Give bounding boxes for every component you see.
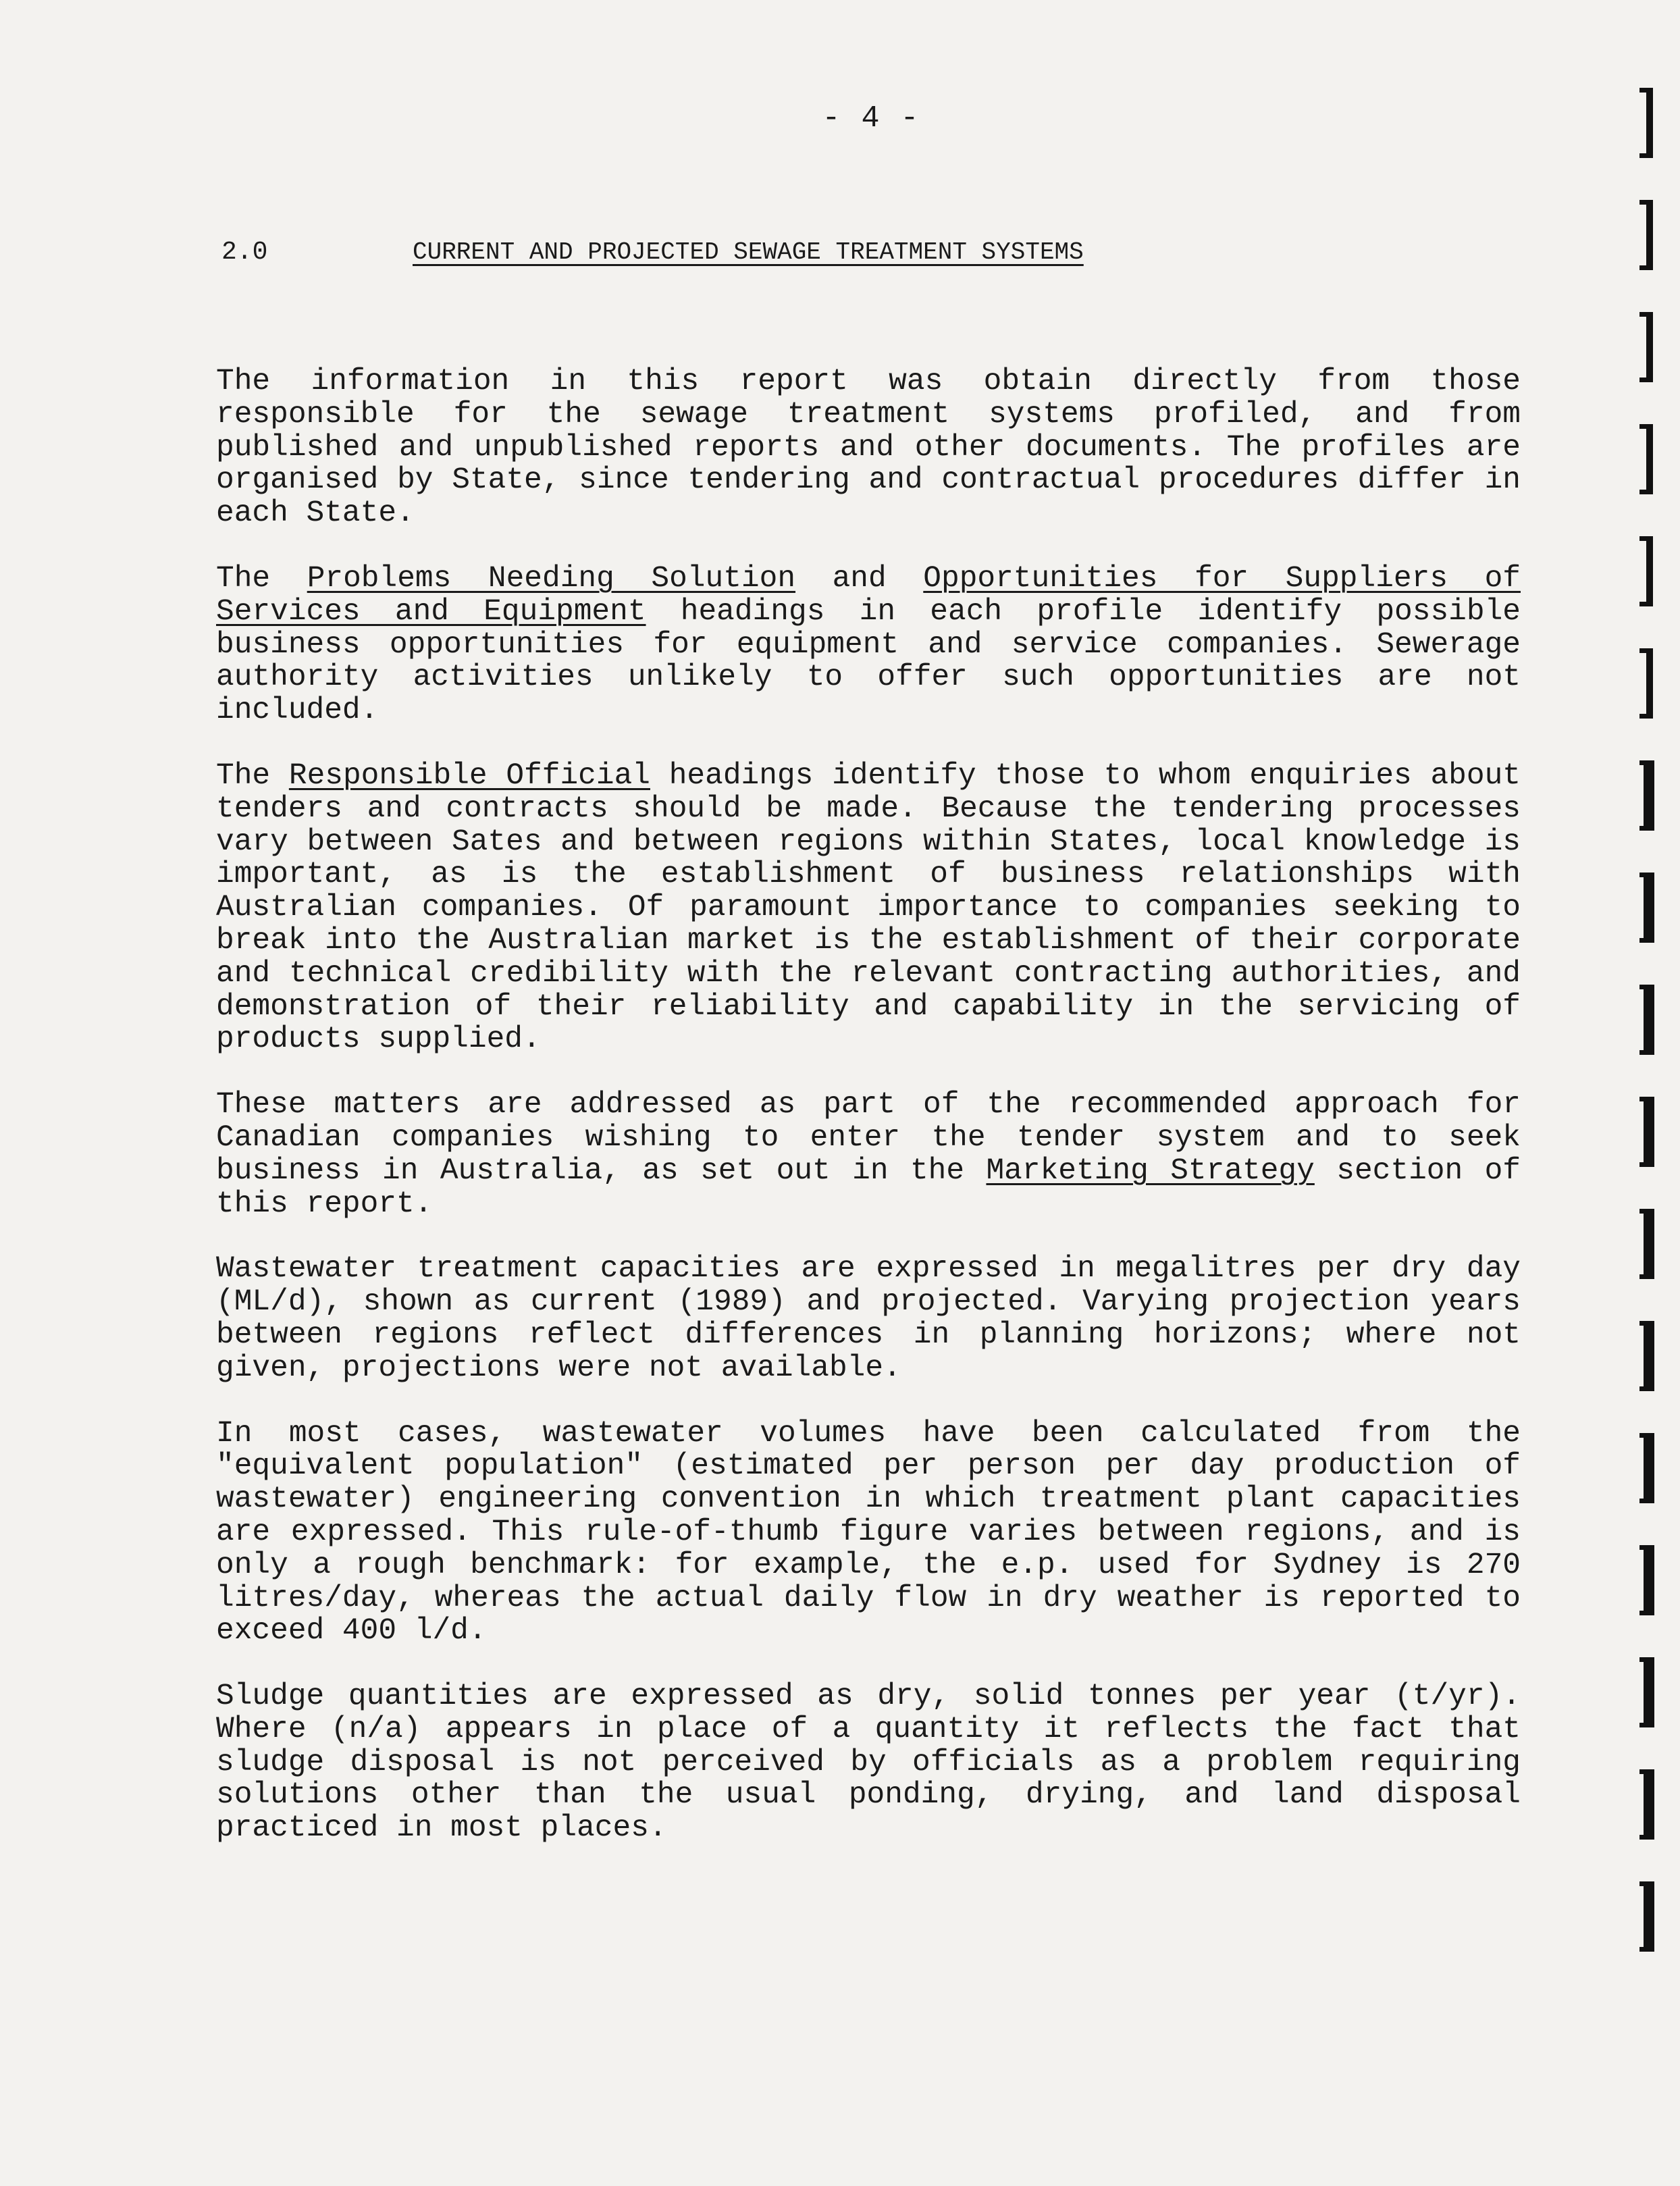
spiral-binding bbox=[1639, 88, 1666, 2127]
binding-ring bbox=[1639, 648, 1656, 719]
paragraph-equivalent-population: In most cases, wastewater volumes have been calculated from the "equivalent population" (estimated per person per day production of wastewater) engineering convention in which treatment plant capacities are expressed. This rule-of-thumb figure varies between regions, and is only a rough benchmark: for example, the e.p. used for Sydney is 270 litres/day, whereas the actual daily flow in dry weather is reported to exceed 400 l/d. bbox=[216, 1416, 1521, 1648]
paragraph-information-sources: The information in this report was obtain directly from those responsible for the sewage treatment systems profiled, and from published and unpublished reports and other documents. The profiles are organised by State, since tendering and contractual procedures differ in each State. bbox=[216, 365, 1521, 531]
binding-ring bbox=[1639, 536, 1656, 606]
paragraph-problems-opportunities bbox=[216, 563, 1521, 727]
binding-ring bbox=[1639, 1881, 1656, 1952]
section-title: CURRENT AND PROJECTED SEWAGE TREATMENT SYSTEMS bbox=[413, 238, 1084, 266]
paragraph-text: and bbox=[795, 561, 924, 596]
document-body bbox=[216, 365, 1521, 1877]
underlined-heading-marketing-strategy: Marketing Strategy bbox=[986, 1153, 1315, 1188]
binding-ring bbox=[1639, 1657, 1656, 1727]
binding-ring bbox=[1639, 1097, 1656, 1167]
paragraph-text: The bbox=[216, 758, 289, 793]
binding-ring bbox=[1639, 1321, 1656, 1391]
section-number: 2.0 bbox=[221, 238, 268, 267]
binding-ring bbox=[1639, 1433, 1656, 1503]
underlined-heading-opportunities: Opportunities for Suppliers of Services and Equipment bbox=[216, 561, 1521, 629]
binding-ring bbox=[1639, 1769, 1656, 1840]
underlined-heading-responsible-official: Responsible Official bbox=[288, 758, 650, 793]
paragraph-responsible-official bbox=[216, 760, 1521, 1056]
binding-ring bbox=[1639, 1209, 1656, 1279]
binding-ring bbox=[1639, 760, 1656, 831]
paragraph-text: section of this report. bbox=[216, 1153, 1521, 1221]
page-number: - 4 - bbox=[822, 101, 920, 136]
paragraph-marketing-approach bbox=[216, 1089, 1521, 1220]
paragraph-text: headings identify those to whom enquiries about tenders and contracts should be made. Because the tendering processes vary between Sates and between regions within States, local knowledge is important, as is the establishment of business relationships with Australian companies. Of paramount importance to companies seeking to break into the Australian market is the establishment of their corporate and technical credibility with the relevant contracting authorities, and demonstration of their reliability and capability in the servicing of products supplied. bbox=[216, 758, 1521, 1057]
binding-ring bbox=[1639, 873, 1656, 943]
section-heading bbox=[221, 238, 1342, 267]
binding-ring bbox=[1639, 88, 1656, 158]
paragraph-treatment-capacities: Wastewater treatment capacities are expressed in megalitres per dry day (ML/d), shown as current (1989) and projected. Varying projection years between regions reflect differences in planning horizons; where not given, projections were not available. bbox=[216, 1252, 1521, 1385]
underlined-heading-problems: Problems Needing Solution bbox=[307, 561, 796, 596]
binding-ring bbox=[1639, 1545, 1656, 1615]
binding-ring bbox=[1639, 312, 1656, 382]
binding-ring bbox=[1639, 424, 1656, 494]
paragraph-text: The bbox=[216, 561, 307, 596]
paragraph-text: These matters are addressed as part of the recommended approach for Canadian companies wishing to enter the tender system and to seek business in Australia, as set out in the bbox=[216, 1088, 1521, 1188]
paragraph-sludge-quantities: Sludge quantities are expressed as dry, solid tonnes per year (t/yr). Where (n/a) appears in place of a quantity it reflects the fact that sludge disposal is not perceived by officials as a problem requiring solutions other than the usual ponding, drying, and land disposal practiced in most places. bbox=[216, 1680, 1521, 1846]
paragraph-text: headings in each profile identify possible business opportunities for equipment and service companies. Sewerage authority activities unlikely to offer such opportunities are not included. bbox=[216, 594, 1521, 728]
binding-ring bbox=[1639, 985, 1656, 1055]
binding-ring bbox=[1639, 200, 1656, 270]
